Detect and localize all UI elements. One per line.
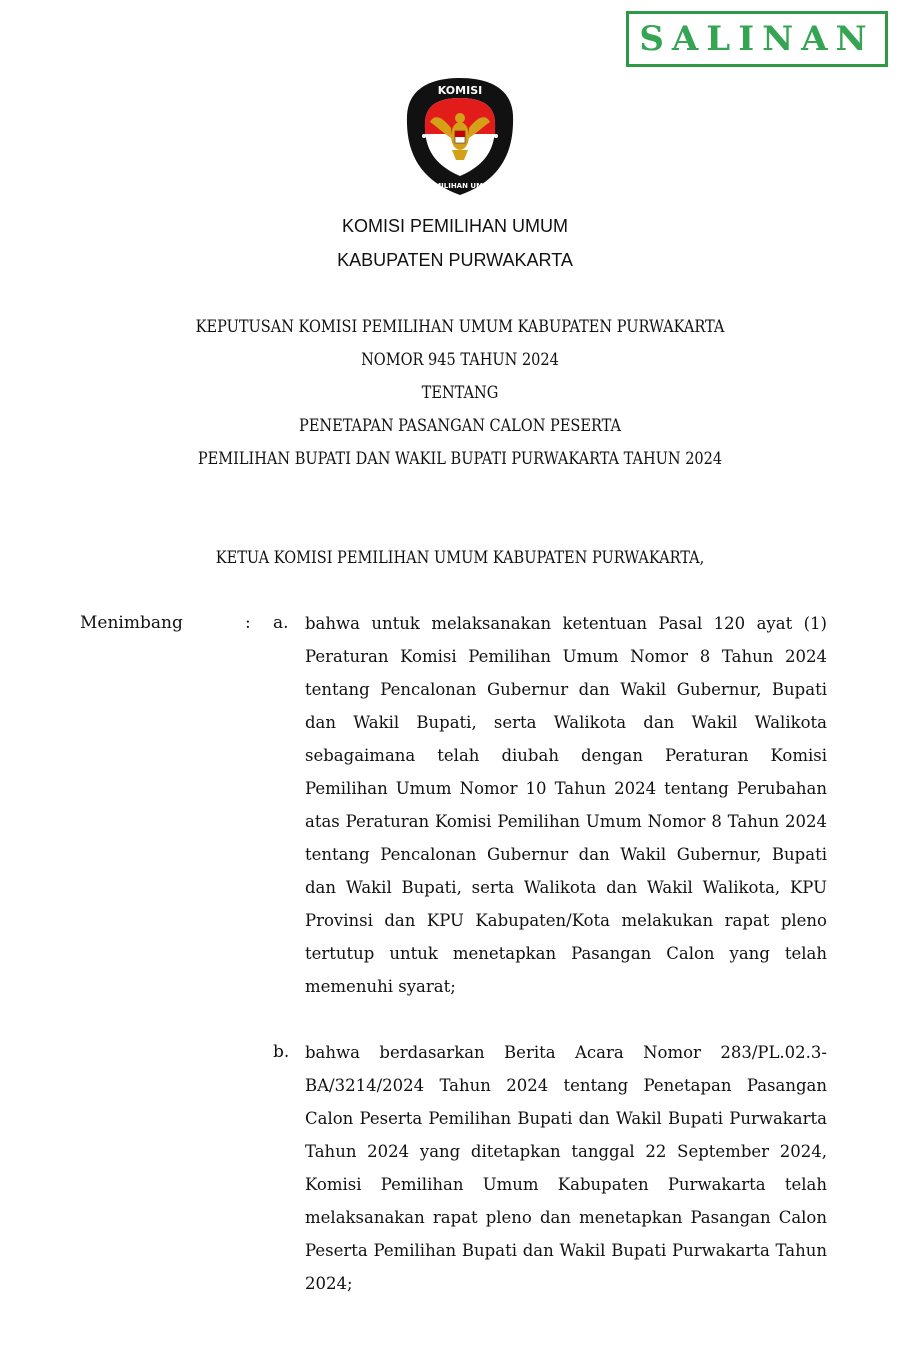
item-a-letter: a. bbox=[273, 613, 289, 633]
decree-title: KEPUTUSAN KOMISI PEMILIHAN UMUM KABUPATEN PURWAKARTA bbox=[195, 317, 725, 337]
header-line-2: KABUPATEN PURWAKARTA bbox=[337, 250, 573, 270]
ketua-heading: KETUA KOMISI PEMILIHAN UMUM KABUPATEN PURWAKARTA, bbox=[215, 548, 705, 568]
logo-bottom-text: PEMILIHAN UMUM bbox=[424, 182, 496, 190]
menimbang-colon: : bbox=[245, 613, 251, 633]
kpu-logo bbox=[406, 76, 514, 196]
logo-top-text: KOMISI bbox=[437, 84, 483, 97]
item-b-text: bahwa berdasarkan Berita Acara Nomor 283/PL.02.3-BA/3214/2024 Tahun 2024 tentang Penetapan Pasangan Calon Peserta Pemilihan Bupati dan Wakil Bupati Purwakarta Tahun 2024 yang ditetapkan tanggal 22 September 2024, Komisi Pemilihan Umum Kabupaten Purwakarta telah melaksanakan rapat pleno dan menetapkan Pasangan Calon Peserta Pemilihan Bupati dan Wakil Bupati Purwakarta Tahun 2024; bbox=[305, 1043, 827, 1293]
decree-number: NOMOR 945 TAHUN 2024 bbox=[361, 350, 559, 370]
decree-subject-line-2: PEMILIHAN BUPATI DAN WAKIL BUPATI PURWAKARTA TAHUN 2024 bbox=[197, 449, 723, 469]
decree-subject-line-1: PENETAPAN PASANGAN CALON PESERTA bbox=[299, 416, 621, 436]
decree-tentang: TENTANG bbox=[421, 383, 499, 403]
header-line-1: KOMISI PEMILIHAN UMUM bbox=[341, 216, 569, 236]
item-b-letter: b. bbox=[273, 1042, 290, 1062]
item-a-text: bahwa untuk melaksanakan ketentuan Pasal 120 ayat (1) Peraturan Komisi Pemilihan Umum Nomor 8 Tahun 2024 tentang Pencalonan Gubernur dan Wakil Gubernur, Bupati dan Wakil Bupati, serta Walikota dan Wakil Walikota sebagaimana telah diubah dengan Peraturan Komisi Pemilihan Umum Nomor 10 Tahun 2024 tentang Perubahan atas Peraturan Komisi Pemilihan Umum Nomor 8 Tahun 2024 tentang Pencalonan Gubernur dan Wakil Gubernur, Bupati dan Wakil Bupati, serta Walikota dan Wakil Walikota, KPU Provinsi dan KPU Kabupaten/Kota melakukan rapat pleno tertutup untuk menetapkan Pasangan Calon yang telah memenuhi syarat; bbox=[305, 614, 827, 996]
kpu-emblem-icon bbox=[406, 76, 514, 196]
menimbang-label: Menimbang bbox=[80, 613, 183, 633]
salinan-stamp: SALINAN bbox=[626, 11, 888, 67]
